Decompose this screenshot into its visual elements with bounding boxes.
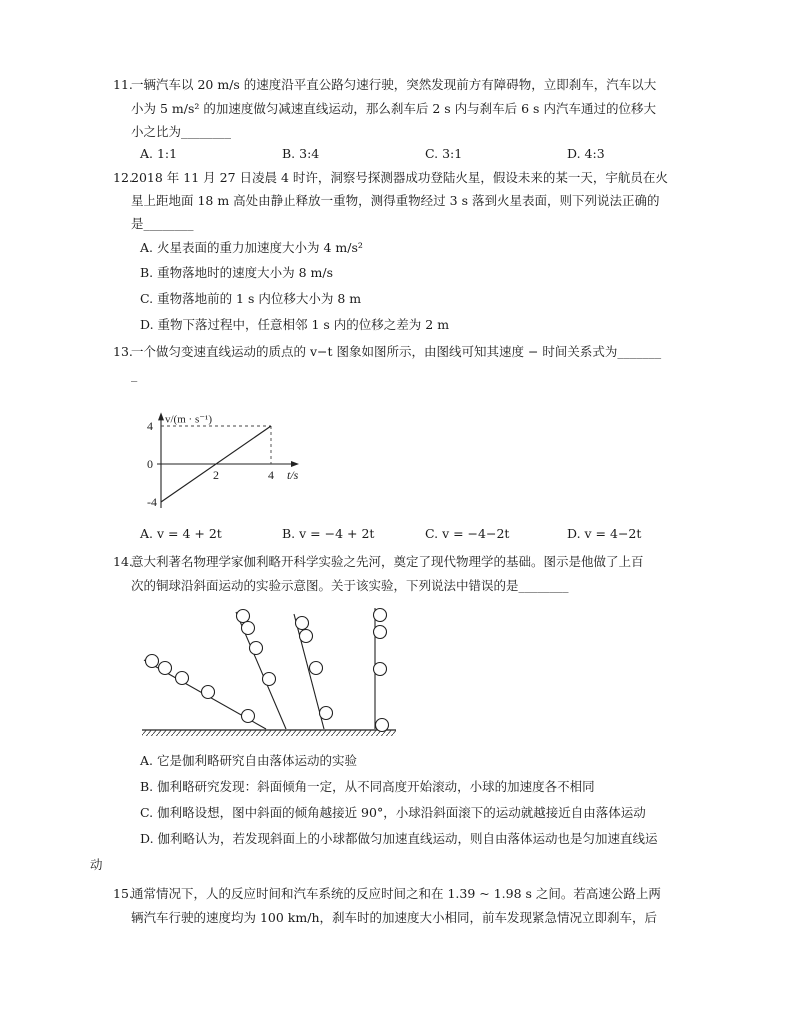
q12-option-b: B. 重物落地时的速度大小为 8 m/s	[140, 265, 334, 280]
q12-option-c: C. 重物落地前的 1 s 内位移大小为 8 m	[140, 291, 362, 306]
q15-number: 15.	[113, 886, 133, 901]
ball	[202, 686, 215, 699]
x-tick-label: 2	[213, 468, 219, 482]
vt-chart	[135, 390, 335, 520]
q13-option-b: B. v = −4 + 2t	[282, 526, 375, 541]
q11-option-b: B. 3:4	[282, 146, 320, 161]
q13-option-c: C. v = −4−2t	[425, 526, 510, 541]
q12-option-d: D. 重物下落过程中，任意相邻 1 s 内的位移之差为 2 m	[140, 317, 450, 332]
ball	[376, 719, 389, 732]
ball	[374, 663, 387, 676]
ground-hatch	[142, 730, 396, 736]
ball	[176, 672, 189, 685]
q13-line-2: _	[131, 367, 138, 382]
q13-option-a: A. v = 4 + 2t	[140, 526, 222, 541]
ball	[237, 610, 250, 623]
ball	[159, 662, 172, 675]
x-axis-label: t/s	[287, 468, 299, 482]
incline-experiment-figure	[138, 602, 400, 744]
y-tick-label: -4	[147, 495, 157, 509]
y-tick-label: 0	[147, 457, 153, 471]
q11-line-1: 一辆汽车以 20 m/s 的速度沿平直公路匀速行驶，突然发现前方有障碍物，立即刹车，汽车以大	[131, 77, 657, 92]
ball	[310, 662, 323, 675]
q11-option-c: C. 3:1	[425, 146, 463, 161]
q15-line-2: 辆汽车行驶的速度均为 100 km/h，刹车时的加速度大小相同，前车发现紧急情况立即刹车，后	[131, 910, 657, 925]
ball	[250, 642, 263, 655]
y-tick-label: 4	[147, 419, 153, 433]
ball	[374, 626, 387, 639]
q11-option-d: D. 4:3	[567, 146, 605, 161]
q13-line-1: 一个做匀变速直线运动的质点的 v−t 图象如图所示，由图线可知其速度 − 时间关系式为_______	[131, 344, 662, 359]
q14-line-2: 次的铜球沿斜面运动的实验示意图。关于该实验，下列说法中错误的是________	[131, 578, 569, 593]
q14-option-b: B. 伽利略研究发现：斜面倾角一定，从不同高度开始滚动，小球的加速度各不相同	[140, 779, 595, 794]
ball	[242, 622, 255, 635]
q13-number: 13.	[113, 344, 133, 359]
q11-number: 11.	[113, 77, 133, 92]
q14-line-1: 意大利著名物理学家伽利略开科学实验之先河，奠定了现代物理学的基础。图示是他做了上百	[131, 554, 644, 569]
q14-option-d: D. 伽利略认为，若发现斜面上的小球都做匀加速直线运动，则自由落体运动也是匀加速直线运	[140, 831, 658, 846]
q12-line-1: 2018 年 11 月 27 日凌晨 4 时许，洞察号探测器成功登陆火星，假设未来的某一天，宇航员在火	[131, 170, 668, 185]
q12-line-3: 是________	[131, 216, 194, 231]
y-axis-arrow	[158, 412, 164, 420]
q11-option-a: A. 1:1	[140, 146, 178, 161]
q14-option-a: A. 它是伽利略研究自由落体运动的实验	[140, 753, 357, 768]
q11-line-3: 小之比为________	[131, 124, 232, 139]
q14-option-d-wrap: 动	[90, 857, 103, 872]
x-tick-label: 4	[268, 468, 274, 482]
ball	[296, 617, 309, 630]
q14-number: 14.	[113, 554, 133, 569]
ball	[320, 707, 333, 720]
q13-option-d: D. v = 4−2t	[567, 526, 642, 541]
ball	[300, 630, 313, 643]
q12-option-a: A. 火星表面的重力加速度大小为 4 m/s²	[140, 240, 363, 255]
q12-line-2: 星上距地面 18 m 高处由静止释放一重物，测得重物经过 3 s 落到火星表面，则下列说法正确的	[131, 193, 660, 208]
y-axis-label: v/(m · s⁻¹)	[165, 413, 212, 426]
q14-option-c: C. 伽利略设想，图中斜面的倾角越接近 90°，小球沿斜面滚下的运动就越接近自由落体运动	[140, 805, 646, 820]
q15-line-1: 通常情况下，人的反应时间和汽车系统的反应时间之和在 1.39 ~ 1.98 s 之间。若高速公路上两	[131, 886, 661, 901]
ball	[374, 609, 387, 622]
ball	[242, 710, 255, 723]
ball	[146, 655, 159, 668]
q11-line-2: 小为 5 m/s² 的加速度做匀减速直线运动，那么刹车后 2 s 内与刹车后 6 s 内汽车通过的位移大	[131, 101, 656, 116]
ball	[263, 673, 276, 686]
x-axis-arrow	[291, 461, 299, 467]
q12-number: 12.	[113, 170, 133, 185]
